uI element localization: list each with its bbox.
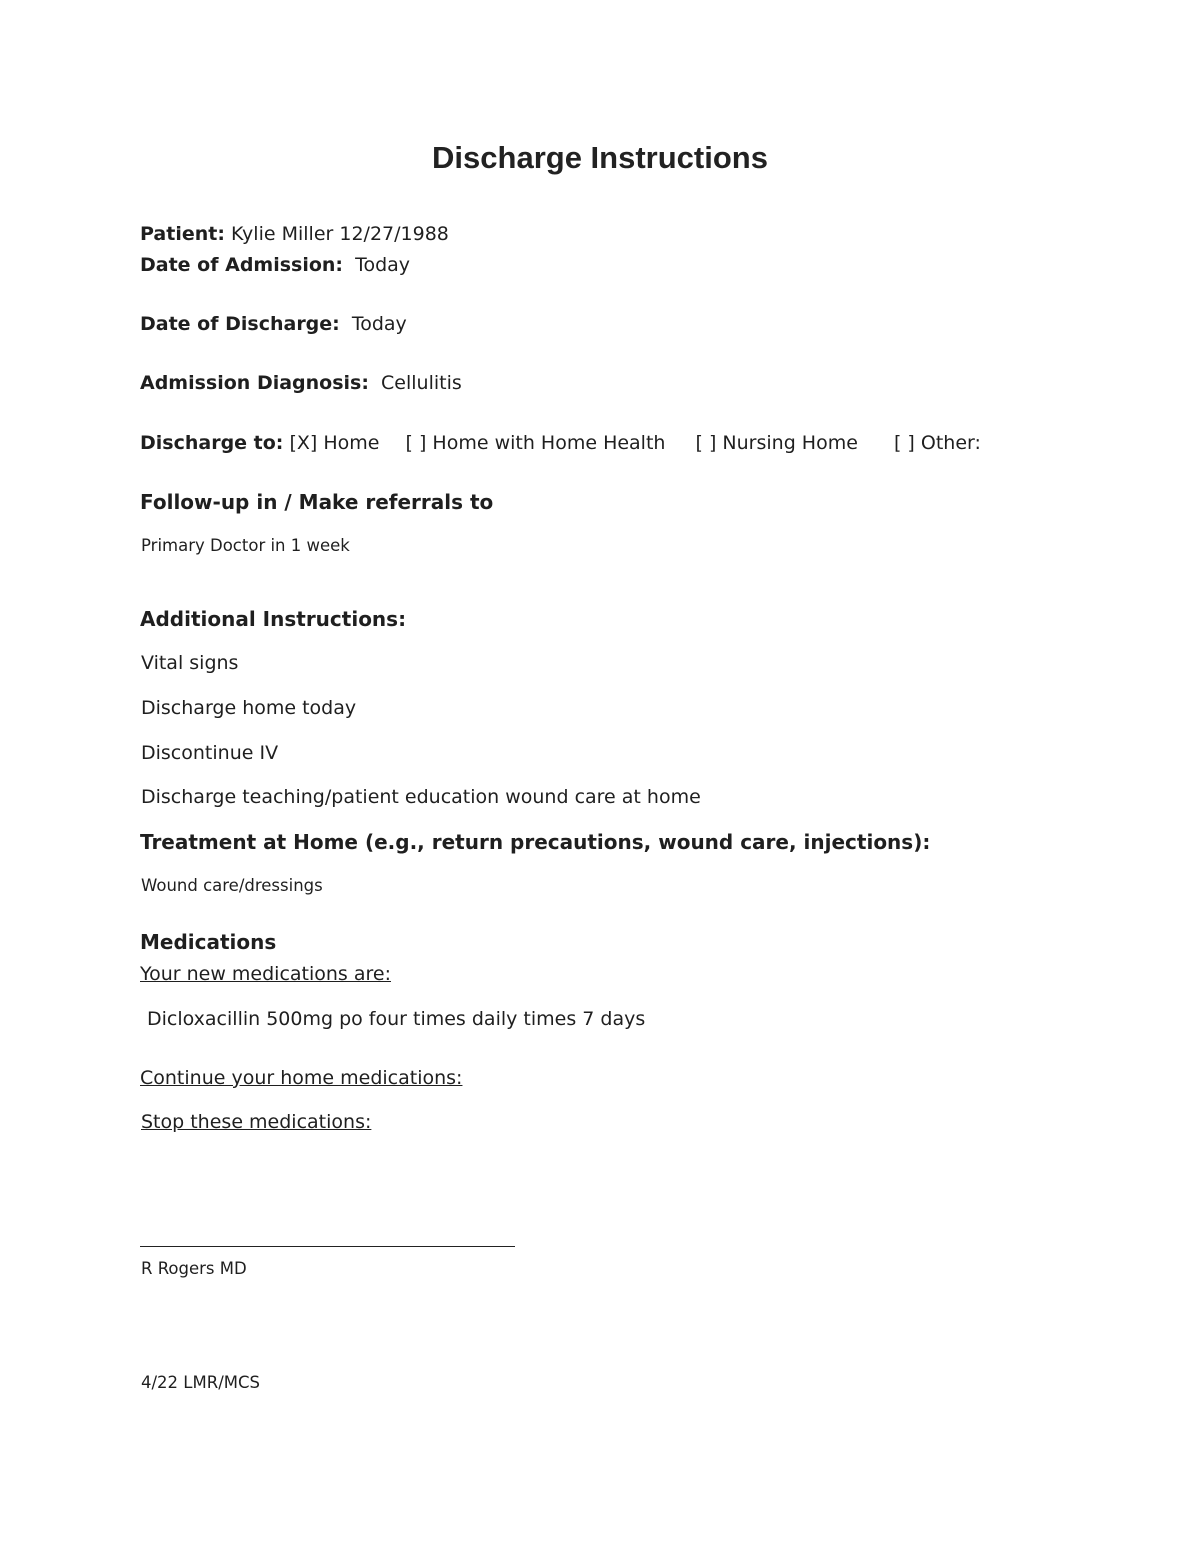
followup-heading: Follow-up in / Make referrals to <box>140 490 494 514</box>
signature-name: R Rogers MD <box>141 1259 247 1278</box>
additional-item: Discharge teaching/patient education wound care at home <box>141 786 701 808</box>
treatment-heading: Treatment at Home (e.g., return precautions, wound care, injections): <box>140 830 931 854</box>
followup-text: Primary Doctor in 1 week <box>141 536 350 555</box>
admission-date-line <box>140 254 410 276</box>
additional-item: Discontinue IV <box>141 742 279 764</box>
admission-date-label: Date of Admission: <box>140 254 344 276</box>
discharge-option-other: [ ] Other: <box>893 432 981 454</box>
page-title: Discharge Instructions <box>432 140 768 175</box>
continue-medications-label: Continue your home medications: <box>140 1067 463 1089</box>
patient-value: Kylie Miller 12/27/1988 <box>230 223 449 245</box>
admission-diagnosis-value: Cellulitis <box>381 372 462 394</box>
additional-instructions-heading: Additional Instructions: <box>140 607 407 631</box>
stop-medications-label: Stop these medications: <box>141 1111 372 1133</box>
footer-text: 4/22 LMR/MCS <box>141 1373 260 1392</box>
admission-diagnosis-line <box>140 372 462 394</box>
discharge-date-value: Today <box>351 313 407 335</box>
additional-item: Vital signs <box>141 652 239 674</box>
patient-label: Patient: <box>140 223 225 245</box>
discharge-date-label: Date of Discharge: <box>140 313 340 335</box>
additional-item: Discharge home today <box>141 697 357 719</box>
signature-line <box>140 1246 515 1247</box>
discharge-to-label: Discharge to: <box>140 432 284 454</box>
medications-heading: Medications <box>140 930 277 954</box>
admission-diagnosis-label: Admission Diagnosis: <box>140 372 369 394</box>
discharge-option-home: [X] Home <box>289 432 380 454</box>
discharge-option-home-health: [ ] Home with Home Health <box>405 432 666 454</box>
new-medication-item: Dicloxacillin 500mg po four times daily times 7 days <box>147 1008 646 1030</box>
admission-date-value: Today <box>355 254 411 276</box>
discharge-date-line <box>140 313 407 335</box>
treatment-text: Wound care/dressings <box>141 876 323 895</box>
patient-line <box>140 223 449 245</box>
discharge-option-nursing-home: [ ] Nursing Home <box>695 432 858 454</box>
new-medications-label: Your new medications are: <box>140 963 391 985</box>
discharge-to-line <box>140 432 981 454</box>
